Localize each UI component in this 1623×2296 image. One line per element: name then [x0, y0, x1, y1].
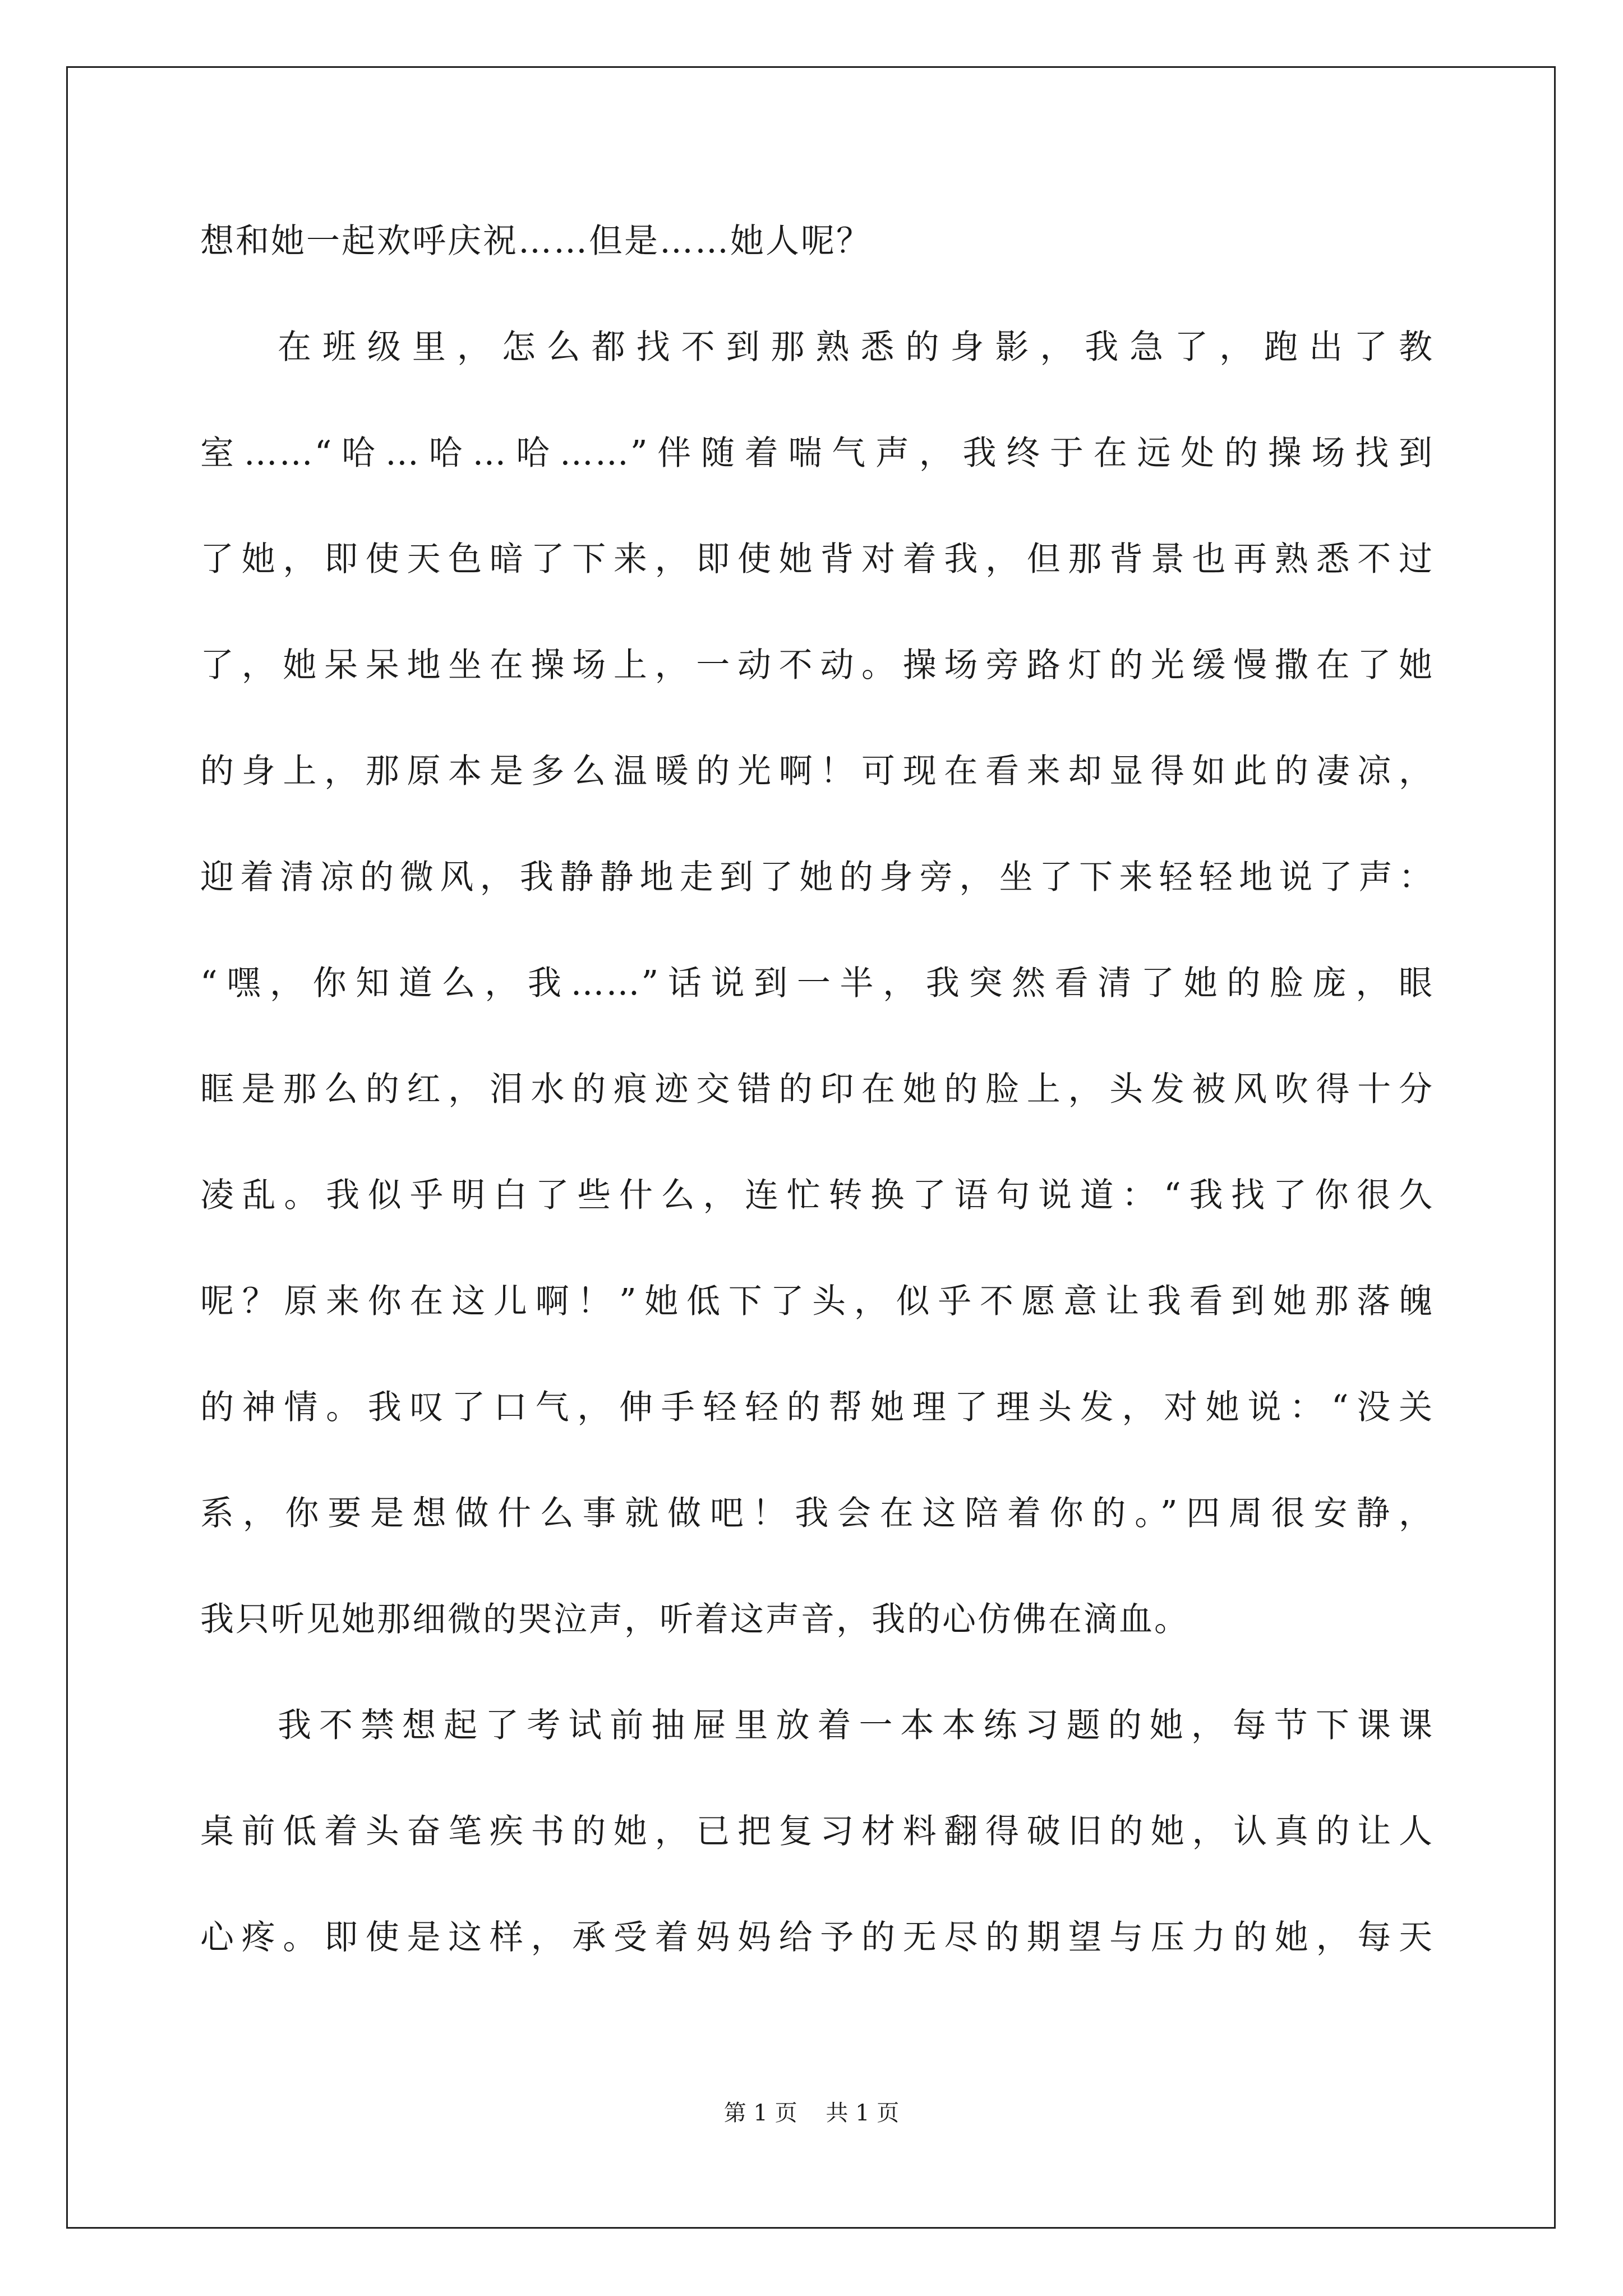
page-number-footer: 第 1 页 共 1 页 [723, 2100, 900, 2126]
text-line: 了，她呆呆地坐在操场上，一动不动。操场旁路灯的光缓慢撒在了她 [200, 646, 1434, 685]
text-line: 我不禁想起了考试前抽屉里放着一本本练习题的她，每节下课课 [278, 1706, 1434, 1745]
text-line: “嘿，你知道么，我……”话说到一半，我突然看清了她的脸庞，眼 [200, 964, 1434, 1003]
text-line: 呢？原来你在这儿啊！”她低下了头，似乎不愿意让我看到她那落魄 [200, 1282, 1434, 1321]
text-line: 眶是那么的红，泪水的痕迹交错的印在她的脸上，头发被风吹得十分 [200, 1070, 1434, 1109]
text-line: 想和她一起欢呼庆祝……但是……她人呢？ [200, 222, 872, 261]
text-line: 的神情。我叹了口气，伸手轻轻的帮她理了理头发，对她说：“没关 [200, 1388, 1434, 1427]
text-line: 室……“哈…哈…哈……”伴随着喘气声，我终于在远处的操场找到 [200, 434, 1434, 473]
text-line: 我只听见她那细微的哭泣声，听着这声音，我的心仿佛在滴血。 [200, 1600, 1189, 1639]
text-line: 心疼。即使是这样，承受着妈妈给予的无尽的期望与压力的她，每天 [200, 1918, 1434, 1957]
text-line: 了她，即使天色暗了下来，即使她背对着我，但那背景也再熟悉不过 [200, 540, 1434, 579]
text-line: 迎着清凉的微风，我静静地走到了她的身旁，坐了下来轻轻地说了声： [200, 858, 1434, 897]
text-line: 凌乱。我似乎明白了些什么，连忙转换了语句说道：“我找了你很久 [200, 1176, 1434, 1215]
text-line: 桌前低着头奋笔疾书的她，已把复习材料翻得破旧的她，认真的让人 [200, 1812, 1434, 1851]
document-body [200, 210, 1434, 2013]
text-line: 系，你要是想做什么事就做吧！我会在这陪着你的。”四周很安静， [200, 1494, 1434, 1533]
text-line: 的身上，那原本是多么温暖的光啊！可现在看来却显得如此的凄凉， [200, 752, 1434, 791]
text-line: 在班级里，怎么都找不到那熟悉的身影，我急了，跑出了教 [278, 328, 1434, 367]
